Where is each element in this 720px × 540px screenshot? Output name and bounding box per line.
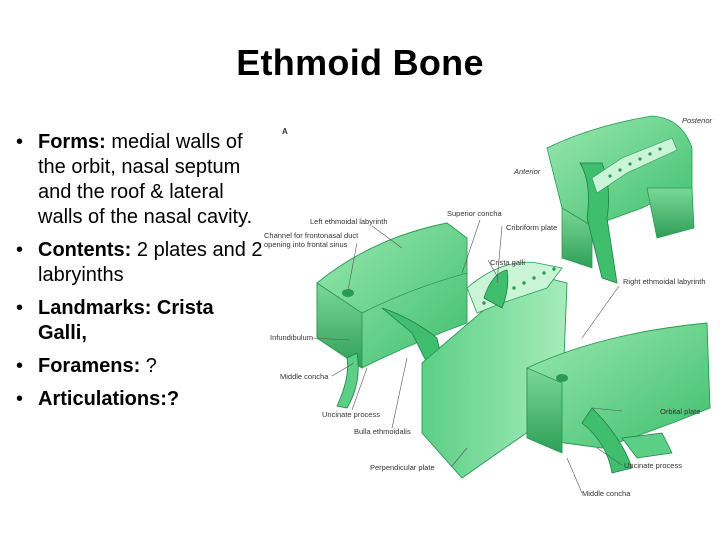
bullet-list (14, 130, 264, 420)
label-left-labyrinth: Left ethmoidal labyrinth (310, 217, 388, 226)
label-perpendicular-plate: Perpendicular plate (370, 463, 435, 472)
label-middle-concha-left: Middle concha (280, 372, 329, 381)
slide-title: Ethmoid Bone (236, 42, 484, 83)
bullet-contents (14, 238, 264, 288)
label-crista-galli: Crista galli (490, 258, 526, 267)
bullet-articulations (14, 387, 264, 412)
bullet-label: Contents: (38, 239, 132, 261)
label-uncinate-left: Uncinate process (322, 410, 380, 419)
bullet-forms (14, 130, 264, 230)
label-posterior: Posterior (682, 116, 713, 125)
label-anterior: Anterior (514, 167, 541, 176)
ethmoid-figure (262, 108, 720, 508)
label-middle-concha-right: Middle concha (582, 489, 631, 498)
label-right-labyrinth: Right ethmoidal labyrinth (623, 277, 706, 286)
label-infundibulum: Infundibulum (270, 333, 313, 342)
bullet-dot-icon: • (16, 131, 24, 153)
bullet-label: Articulations:? (38, 388, 180, 410)
bullet-label: Forms: (38, 131, 106, 153)
bullet-landmarks (14, 296, 264, 346)
bullet-text: 2 plates and 2 labryinths (38, 239, 263, 286)
label-cribriform-plate: Cribriform plate (506, 223, 558, 232)
label-bulla: Bulla ethmoidalis (354, 427, 411, 436)
label-superior-concha: Superior concha (447, 209, 502, 218)
label-orbital-plate: Orbital plate (660, 407, 701, 416)
bullet-dot-icon: • (16, 239, 24, 261)
bullet-label: Landmarks: Crista Galli, (38, 297, 214, 344)
bullet-dot-icon: • (16, 388, 24, 410)
bullet-text: medial walls of the orbit, nasal septum and the roof & lateral walls of the nasal cavity. (38, 131, 253, 228)
label-channel-line1: Channel for frontonasal duct (264, 231, 359, 240)
bullet-dot-icon: • (16, 355, 24, 377)
bullet-label: Foramens: (38, 355, 141, 377)
bullet-text: ? (140, 355, 157, 377)
label-channel-line2: opening into frontal sinus (264, 240, 348, 249)
bullet-foramens (14, 354, 264, 379)
top-ethmoid-drawing (547, 116, 694, 283)
panel-letter: A (282, 127, 288, 136)
label-uncinate-right: Uncinate process (624, 461, 682, 470)
bullet-dot-icon: • (16, 297, 24, 319)
